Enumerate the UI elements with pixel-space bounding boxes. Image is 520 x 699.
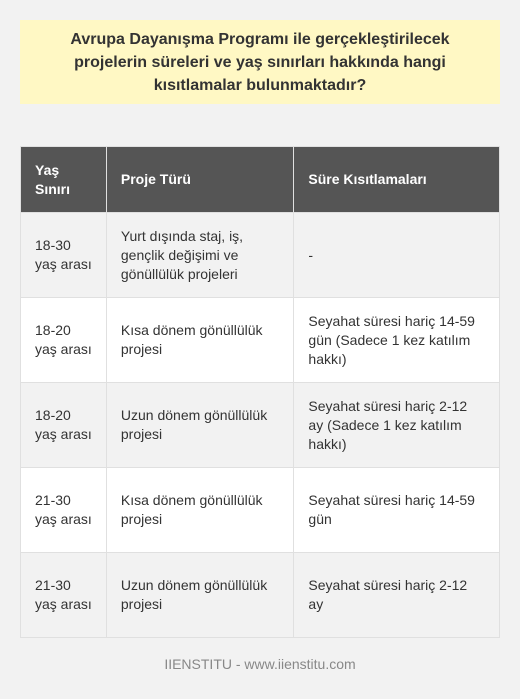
cell-project-type: Kısa dönem gönüllülük projesi <box>106 298 294 383</box>
cell-age-limit: 21-30 yaş arası <box>21 468 107 553</box>
cell-duration-limits: Seyahat süresi hariç 2-12 ay (Sadece 1 kez katılım hakkı) <box>294 383 500 468</box>
footer-credit: IIENSTITU - www.iienstitu.com <box>164 656 356 672</box>
table-row <box>21 468 500 553</box>
cell-duration-limits: Seyahat süresi hariç 14-59 gün (Sadece 1 kez katılım hakkı) <box>294 298 500 383</box>
cell-age-limit: 18-30 yaş arası <box>21 213 107 298</box>
table-header-row <box>21 147 500 213</box>
cell-project-type: Yurt dışında staj, iş, gençlik değişimi ve gönüllülük projeleri <box>106 213 294 298</box>
cell-age-limit: 18-20 yaş arası <box>21 298 107 383</box>
table-row <box>21 213 500 298</box>
header-project-type: Proje Türü <box>106 147 294 213</box>
cell-age-limit: 18-20 yaş arası <box>21 383 107 468</box>
info-table <box>20 146 500 638</box>
table-row <box>21 298 500 383</box>
header-age-limit: Yaş Sınırı <box>21 147 107 213</box>
cell-age-limit: 21-30 yaş arası <box>21 553 107 638</box>
table-row <box>21 553 500 638</box>
question-text: Avrupa Dayanışma Programı ile gerçekleştirilecek projelerin süreleri ve yaş sınırları hakkında hangi kısıtlamalar bulunmaktadır? <box>70 30 450 94</box>
cell-project-type: Uzun dönem gönüllülük projesi <box>106 553 294 638</box>
question-box <box>20 20 500 104</box>
cell-duration-limits: Seyahat süresi hariç 14-59 gün <box>294 468 500 553</box>
table-row <box>21 383 500 468</box>
cell-project-type: Uzun dönem gönüllülük projesi <box>106 383 294 468</box>
cell-duration-limits: Seyahat süresi hariç 2-12 ay <box>294 553 500 638</box>
header-duration-limits: Süre Kısıtlamaları <box>294 147 500 213</box>
cell-project-type: Kısa dönem gönüllülük projesi <box>106 468 294 553</box>
cell-duration-limits: - <box>294 213 500 298</box>
